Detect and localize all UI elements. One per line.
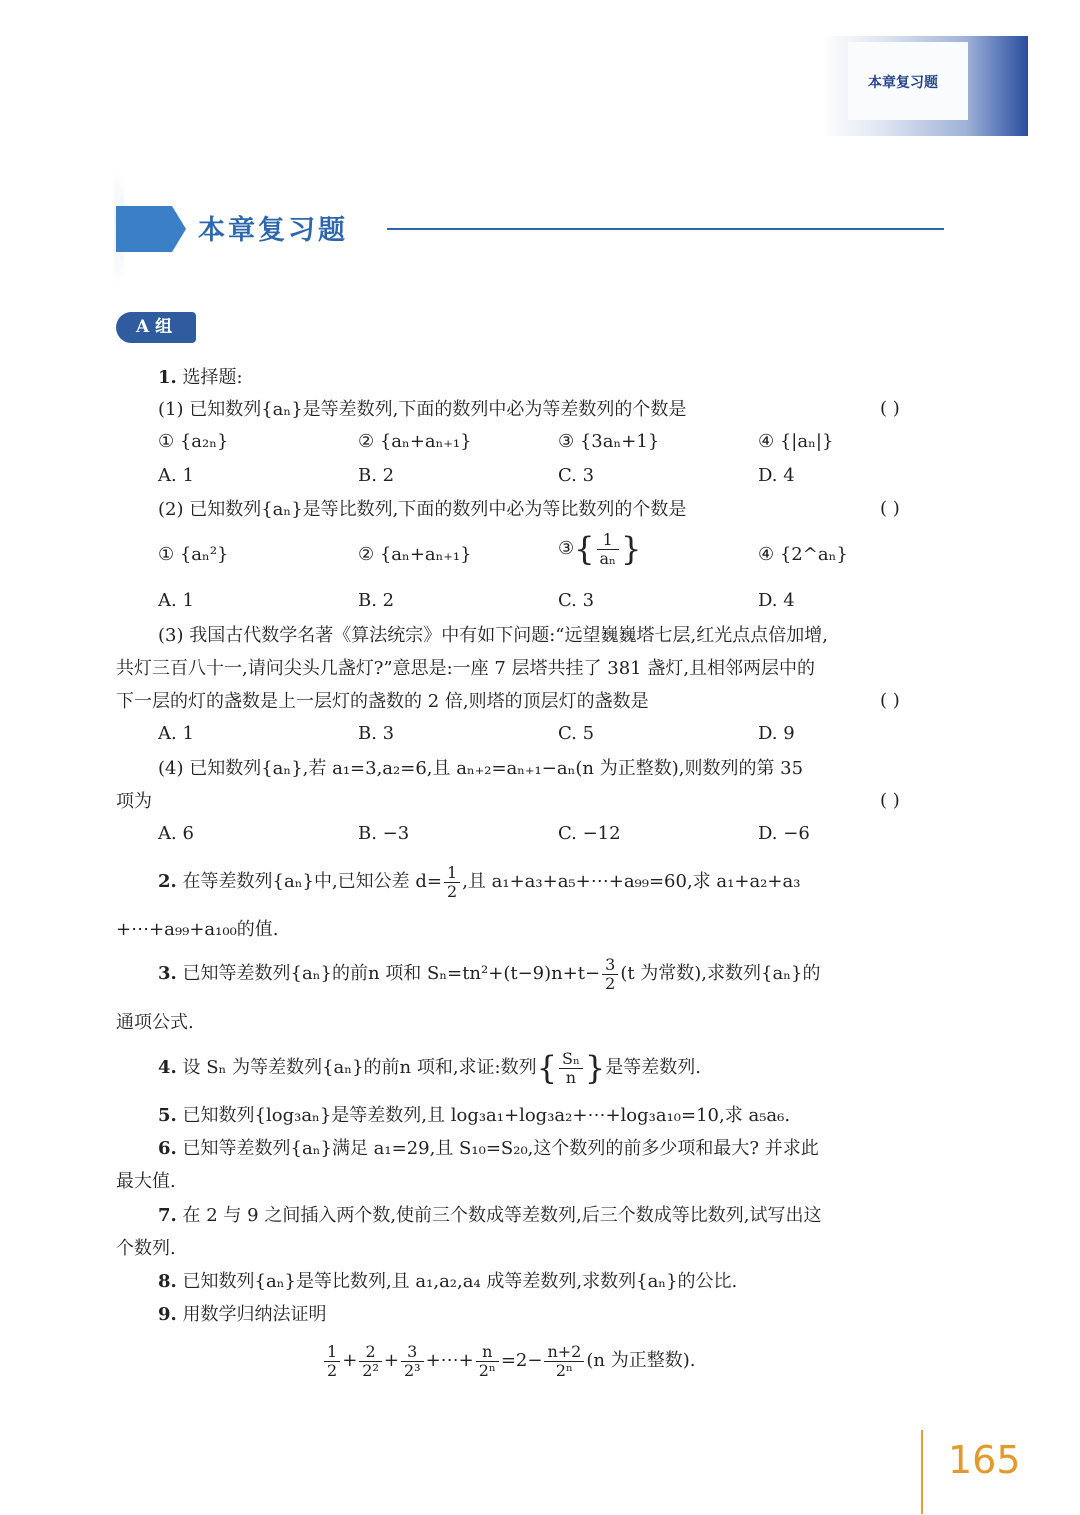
page-number: 165 — [948, 1438, 1021, 1482]
q2-text-b: ,且 a₁+a₃+a₅+⋯+a₉₉=60,求 a₁+a₂+a₃ — [462, 871, 801, 892]
q1-p3-choice-c: C. 5 — [558, 723, 595, 744]
q1-p1-choice-b: B. 2 — [358, 465, 395, 486]
fraction-denominator: 2 — [444, 882, 460, 901]
q9-term-1 — [324, 1343, 340, 1380]
fraction-numerator: n — [482, 1341, 493, 1361]
q2-text-a: 在等差数列{aₙ}中,已知公差 d= — [182, 871, 443, 892]
q2-line1 — [158, 860, 800, 904]
fraction-denominator: 2 — [602, 974, 618, 993]
q1-p2-answer-paren: ( ) — [880, 498, 900, 519]
q1-p1-stem: (1) 已知数列{aₙ}是等差数列,下面的数列中必为等差数列的个数是 — [158, 399, 687, 420]
fraction-numerator: 1 — [447, 862, 458, 882]
q1-p2-choice-b: B. 2 — [358, 590, 395, 611]
plus-sign: + — [383, 1350, 399, 1371]
q1-p1-choice-a: A. 1 — [158, 465, 194, 486]
q1-p1-answer-paren: ( ) — [880, 398, 900, 419]
q1-p4-line2: 项为 — [116, 791, 152, 812]
fraction-denominator: 2ⁿ — [544, 1361, 584, 1380]
group-badge: A 组 — [116, 312, 196, 343]
q1-p1-item: ③ {3aₙ+1} — [558, 431, 660, 452]
q3-text-b: (t 为常数),求数列{aₙ}的 — [620, 963, 821, 984]
running-header-title: 本章复习题 — [868, 75, 938, 91]
q1-p4-choice-d: D. −6 — [758, 823, 810, 844]
q9-rhs-fraction — [544, 1343, 584, 1380]
q5-number: 5. — [158, 1105, 177, 1126]
q3-fraction — [602, 956, 618, 993]
q3-number: 3. — [158, 963, 177, 984]
q1-heading — [158, 366, 243, 390]
fraction-denominator: 2² — [359, 1361, 382, 1380]
title-marker-icon — [116, 206, 186, 252]
q1-p2-item: ② {aₙ+aₙ₊₁} — [358, 544, 472, 565]
q1-p4-choice-a: A. 6 — [158, 823, 194, 844]
q1-p3-line2: 共灯三百八十一,请问尖头几盏灯?”意思是:一座 7 层塔共挂了 381 盏灯,且相邻两层中的 — [116, 658, 816, 679]
q1-p2-item: ① {aₙ²} — [158, 544, 229, 565]
fraction-denominator: 2³ — [401, 1361, 424, 1380]
q1-p1-item: ④ {|aₙ|} — [758, 431, 834, 452]
q7-text: 在 2 与 9 之间插入两个数,使前三个数成等差数列,后三个数成等比数列,试写出这 — [182, 1205, 822, 1226]
q6-number: 6. — [158, 1138, 177, 1159]
fraction-numerator: 1 — [602, 529, 613, 549]
page-number-rule — [921, 1430, 923, 1514]
q8-number: 8. — [158, 1271, 177, 1292]
fraction-denominator: aₙ — [597, 549, 619, 568]
q1-p1-item: ① {a₂ₙ} — [158, 431, 229, 452]
fraction-denominator: 2 — [324, 1361, 340, 1380]
q9-tail: (n 为正整数). — [586, 1350, 696, 1371]
q8-line — [158, 1270, 737, 1294]
q7-line1 — [158, 1204, 821, 1228]
q1-intro: 选择题: — [182, 367, 243, 388]
q1-p2-item-3-label: ③ — [558, 538, 575, 559]
q9-term-2 — [359, 1343, 382, 1380]
q1-p3-choice-b: B. 3 — [358, 723, 395, 744]
q1-p3-answer-paren: ( ) — [880, 690, 900, 711]
q9-equals: =2− — [500, 1350, 543, 1371]
fraction-numerator: 3 — [407, 1341, 418, 1361]
fraction-numerator: 2 — [365, 1341, 376, 1361]
q1-p2-stem: (2) 已知数列{aₙ}是等比数列,下面的数列中必为等比数列的个数是 — [158, 499, 687, 520]
q3-line1 — [158, 952, 820, 996]
q2-fraction — [444, 864, 460, 901]
q6-text: 已知等差数列{aₙ}满足 a₁=29,且 S₁₀=S₂₀,这个数列的前多少项和最大? 并求此 — [182, 1138, 819, 1159]
q4-line: 4. 设 Sₙ 为等差数列{aₙ}的前n 项和,求证:数列{ $\frac{\text{Sₙ}}{n}$ }是等差数列. — [158, 1048, 701, 1087]
q1-p1-choice-d: D. 4 — [758, 465, 795, 486]
q1-p2-item: ④ {2^aₙ} — [758, 544, 848, 565]
q1-p2-choice-c: C. 3 — [558, 590, 595, 611]
fraction-denominator: 2ⁿ — [476, 1361, 499, 1380]
q3-text-a: 已知等差数列{aₙ}的前n 项和 Sₙ=tn²+(t−9)n+t− — [182, 963, 601, 984]
fraction-numerator: 3 — [605, 954, 616, 974]
q7-line2: 个数列. — [116, 1238, 176, 1259]
q4-number: 4. — [158, 1057, 177, 1078]
title-rule — [387, 228, 944, 230]
q1-p4-choice-c: C. −12 — [558, 823, 621, 844]
q9-text: 用数学归纳法证明 — [182, 1304, 327, 1325]
ellipsis-sum: +⋯+ — [425, 1350, 474, 1371]
q6-line2: 最大值. — [116, 1171, 176, 1192]
q1-p1-choice-c: C. 3 — [558, 465, 595, 486]
q1-p3-choice-d: D. 9 — [758, 723, 795, 744]
fraction-numerator: Sₙ — [561, 1048, 580, 1068]
fraction-numerator: 1 — [327, 1341, 338, 1361]
q2-line2: +⋯+a₉₉+a₁₀₀的值. — [116, 919, 279, 940]
q5-line — [158, 1104, 790, 1128]
fraction-denominator: n — [559, 1068, 583, 1087]
q2-number: 2. — [158, 871, 177, 892]
q5-text: 已知数列{log₃aₙ}是等差数列,且 log₃a₁+log₃a₂+⋯+log₃a₁₀=10,求 a₅a₆. — [182, 1105, 791, 1126]
q9-line — [158, 1303, 327, 1327]
q1-p3-line1: (3) 我国古代数学名著《算法统宗》中有如下问题:“远望巍巍塔七层,红光点点倍加增, — [158, 625, 828, 646]
q1-number: 1. — [158, 367, 177, 388]
chapter-title: 本章复习题 — [198, 215, 348, 246]
q1-p2-item-3: ③{ $\frac{1}{\text{aₙ}}$ } — [558, 529, 642, 568]
q4-text-b: 是等差数列. — [605, 1057, 701, 1078]
q4-fraction — [559, 1050, 583, 1087]
q1-p4-answer-paren: ( ) — [880, 790, 900, 811]
q9-number: 9. — [158, 1304, 177, 1325]
plus-sign: + — [342, 1350, 358, 1371]
q1-p3-line3: 下一层的灯的盏数是上一层灯的盏数的 2 倍,则塔的顶层灯的盏数是 — [116, 691, 649, 712]
q7-number: 7. — [158, 1205, 177, 1226]
q9-term-n — [476, 1343, 499, 1380]
reciprocal-fraction — [597, 531, 619, 568]
q3-line2: 通项公式. — [116, 1012, 194, 1033]
q9-term-3 — [401, 1343, 424, 1380]
q1-p1-item: ② {aₙ+aₙ₊₁} — [358, 431, 472, 452]
q6-line1 — [158, 1137, 819, 1161]
q8-text: 已知数列{aₙ}是等比数列,且 a₁,a₂,a₄ 成等差数列,求数列{aₙ}的公比. — [182, 1271, 738, 1292]
q1-p4-choice-b: B. −3 — [358, 823, 410, 844]
q4-text-a: 设 Sₙ 为等差数列{aₙ}的前n 项和,求证:数列 — [182, 1057, 537, 1078]
q1-p4-line1: (4) 已知数列{aₙ},若 a₁=3,a₂=6,且 aₙ₊₂=aₙ₊₁−aₙ(n 为正整数),则数列的第 35 — [158, 758, 804, 779]
q1-p3-choice-a: A. 1 — [158, 723, 194, 744]
q9-formula — [322, 1336, 695, 1386]
fraction-numerator: n+2 — [547, 1341, 582, 1361]
q1-p2-choice-d: D. 4 — [758, 590, 795, 611]
q1-p2-choice-a: A. 1 — [158, 590, 194, 611]
